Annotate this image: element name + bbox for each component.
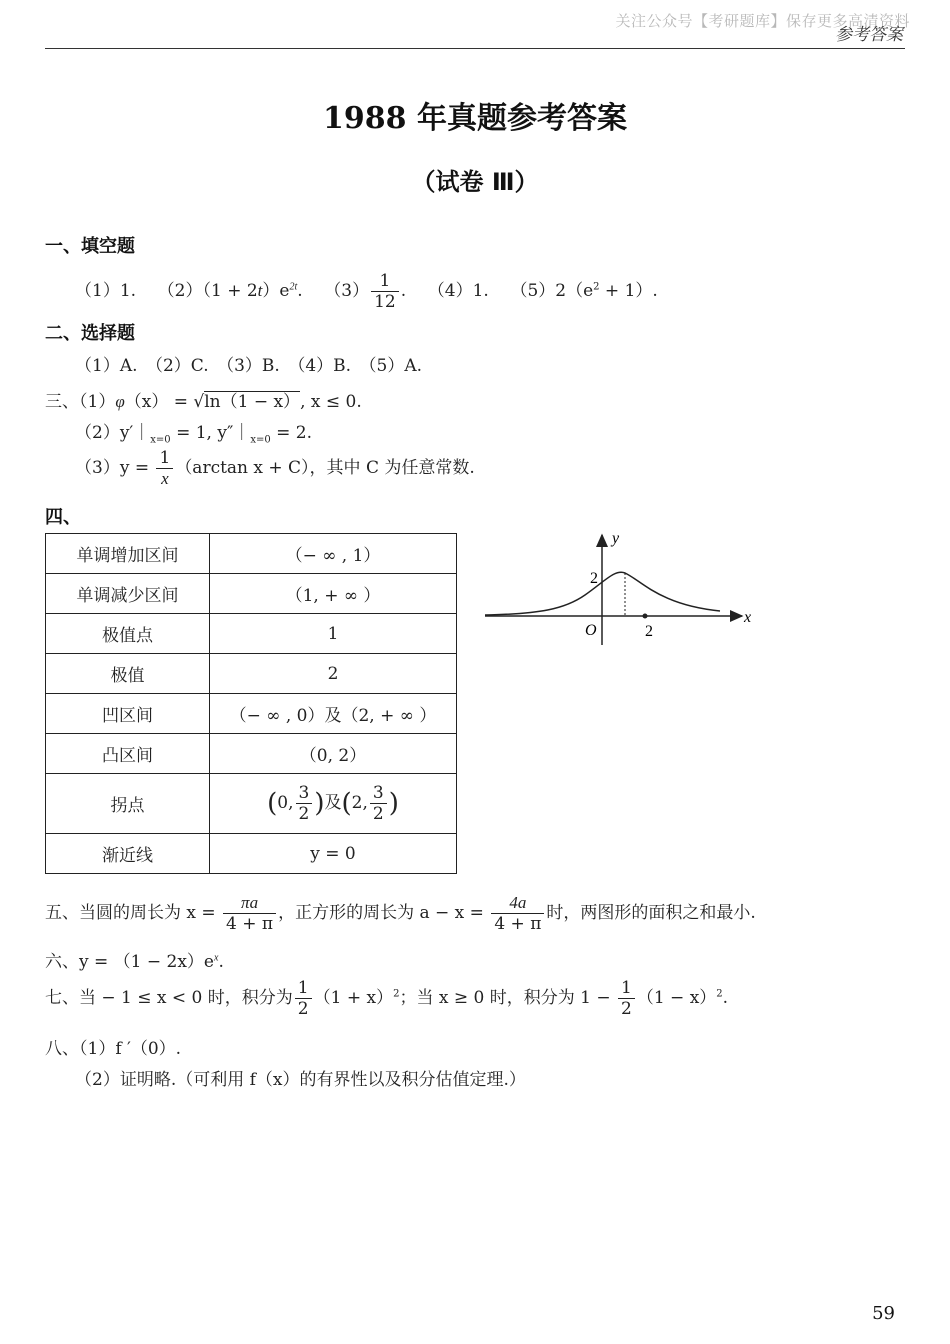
table-value: 2 bbox=[210, 654, 457, 694]
section-7: 七、当 − 1 ≤ x < 0 时，积分为 $\frac{1}{2}$ $(1 + x)^2$；当 x ≥ 0 时，积分为 1 − $\frac{1}{2}$ $(1 - x)^2$. bbox=[45, 978, 729, 1019]
section-4-heading: 四、 bbox=[45, 507, 81, 528]
section-2-heading: 二、选择题 bbox=[45, 323, 135, 344]
table-key: 单调减少区间 bbox=[46, 574, 210, 614]
table-row bbox=[46, 574, 457, 614]
table-value: y = 0 bbox=[210, 834, 457, 874]
table-row bbox=[46, 654, 457, 694]
table-row bbox=[46, 734, 457, 774]
s1-answer-2: $(2)(1 + 2t)e^{2t}$. bbox=[157, 281, 303, 301]
table-value: （1, + ∞ ） bbox=[210, 574, 457, 614]
section-1-answers bbox=[75, 271, 658, 312]
section-8-line-1: 八、（1）f ′（0）. bbox=[45, 1039, 182, 1059]
section-8-line-2: （2）证明略.（可利用 f（x）的有界性以及积分估值定理.） bbox=[75, 1070, 526, 1090]
watermark: 关注公众号【考研题库】保存更多高清资料 bbox=[615, 12, 910, 30]
table-key: 极值点 bbox=[46, 614, 210, 654]
table-key: 渐近线 bbox=[46, 834, 210, 874]
section-5: 五、当圆的周长为 x = $\frac{\pi a}{4 + \pi}$ ，正方形的周长为 a − x = $\frac{4a}{4 + \pi}$ 时，两图形的面积之和最小. bbox=[45, 893, 756, 934]
table-row bbox=[46, 774, 457, 834]
section-3-line-2: $(2)y'|_{x=0} = 1$, $y''|_{x=0} = 2$. bbox=[75, 423, 312, 446]
page-subtitle: （试卷 Ⅲ） bbox=[411, 168, 539, 196]
running-header: 参考答案 bbox=[835, 25, 903, 45]
table-value: (0, $\frac{3}{2}$ )及(2, $\frac{3}{2}$ ) bbox=[210, 774, 457, 834]
table-value: 1 bbox=[210, 614, 457, 654]
section-1-heading: 一、填空题 bbox=[45, 236, 135, 257]
function-graph bbox=[480, 525, 770, 655]
x-tick-label: 2 bbox=[645, 623, 653, 640]
s1-answer-5: $(5)2(e^2 + 1)$. bbox=[510, 281, 658, 301]
table-value: （− ∞ , 0）及（2, + ∞ ） bbox=[210, 694, 457, 734]
section-6: 六、$y = (1 - 2x)e^x$. bbox=[45, 952, 224, 972]
section-3-line-1: 三、（1）φ（x） = √ln（1 − x）, x ≤ 0. bbox=[45, 392, 362, 412]
table-key: 拐点 bbox=[46, 774, 210, 834]
table-value: （− ∞ , 1） bbox=[210, 534, 457, 574]
page-title: 1988 年真题参考答案 bbox=[323, 101, 627, 136]
table-row bbox=[46, 834, 457, 874]
s1-answer-3: （3） $\frac{1}{12}$ . bbox=[324, 271, 407, 312]
s1-answer-1: （1）1. bbox=[75, 281, 137, 301]
table-key: 极值 bbox=[46, 654, 210, 694]
y-axis-label: y bbox=[612, 530, 620, 547]
table-key: 单调增加区间 bbox=[46, 534, 210, 574]
y-tick-label: 2 bbox=[590, 570, 598, 587]
origin-label: O bbox=[585, 622, 597, 639]
header-rule bbox=[45, 48, 905, 49]
function-properties-table bbox=[45, 533, 457, 874]
section-2-answers: （1）A. （2）C. （3）B. （4）B. （5）A. bbox=[75, 356, 423, 376]
section-3-line-3: （3）y = $\frac{1}{x}$ （arctan x + C），其中 C 为任意常数. bbox=[75, 448, 475, 488]
s1-answer-4: （4）1. bbox=[427, 281, 489, 301]
x-tick-point bbox=[643, 614, 648, 619]
table-row bbox=[46, 534, 457, 574]
table-key: 凸区间 bbox=[46, 734, 210, 774]
table-row bbox=[46, 614, 457, 654]
x-axis-label: x bbox=[744, 609, 752, 626]
table-key: 凹区间 bbox=[46, 694, 210, 734]
page-number: 59 bbox=[872, 1303, 895, 1324]
table-value: （0, 2） bbox=[210, 734, 457, 774]
table-row bbox=[46, 694, 457, 734]
